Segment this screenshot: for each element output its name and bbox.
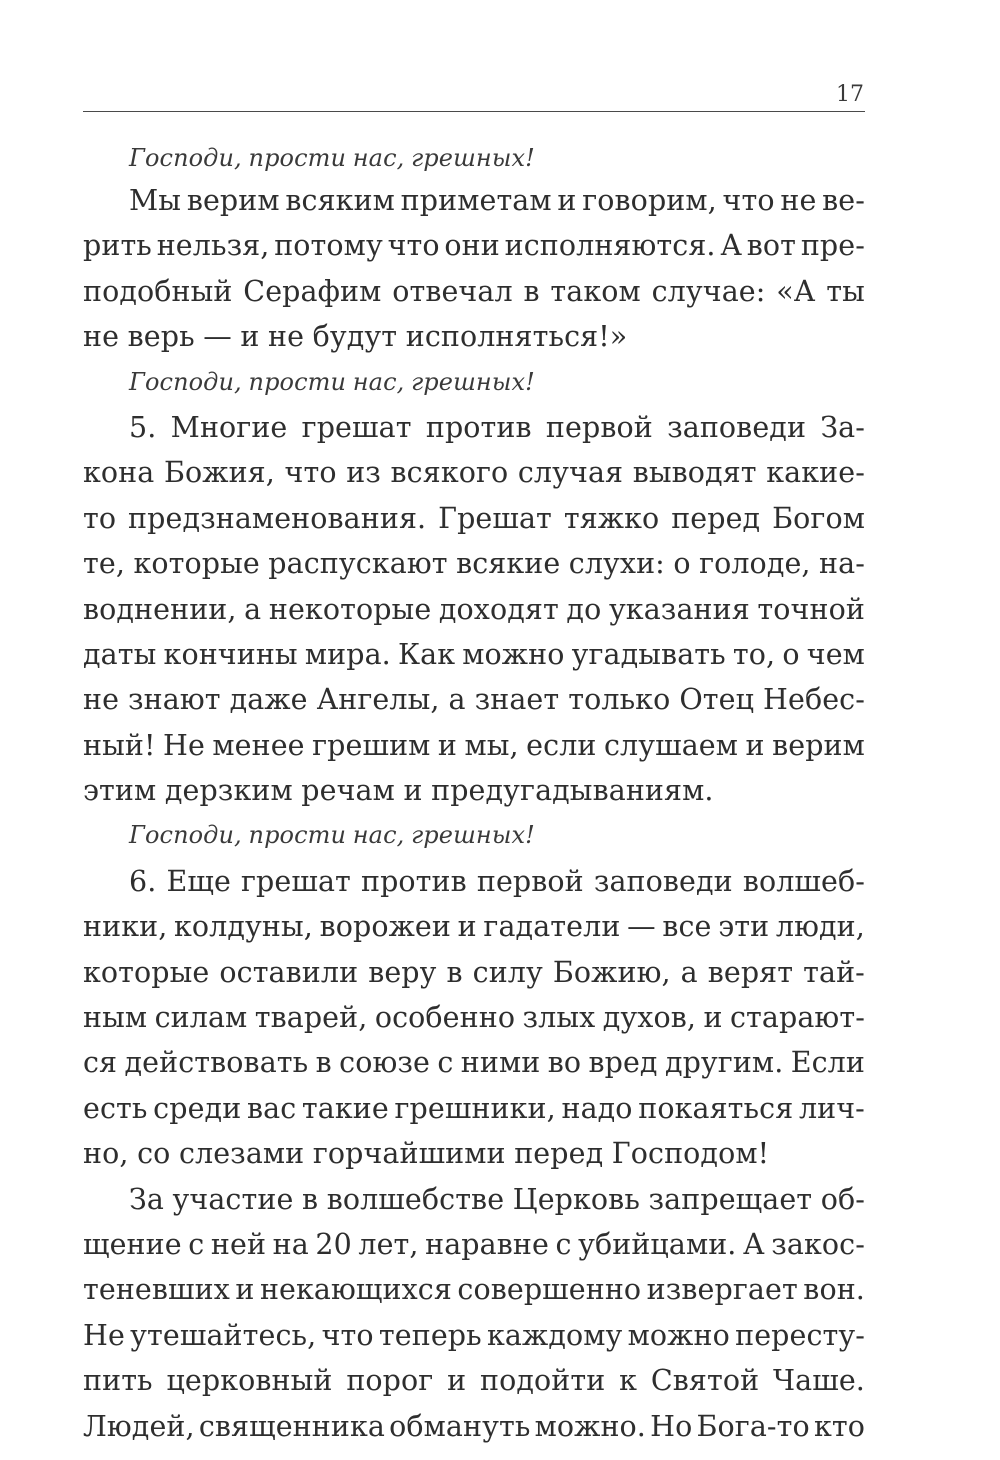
word: ворожеи — [319, 910, 451, 944]
body-text — [83, 138, 865, 1449]
word: ве- — [822, 184, 865, 217]
word: грешных! — [411, 144, 535, 172]
word: говорим, — [582, 184, 717, 217]
word: закос- — [771, 1227, 865, 1261]
word: убийцами. — [578, 1227, 737, 1261]
word: не — [268, 320, 305, 354]
word: и — [557, 184, 577, 217]
word: грешат — [301, 410, 412, 444]
word: такие — [301, 1091, 389, 1125]
text-line — [83, 904, 865, 949]
word: не — [780, 184, 817, 217]
word: Мы — [129, 184, 182, 217]
word: можно — [627, 1318, 730, 1352]
word: из — [346, 456, 381, 490]
word: они — [444, 229, 500, 263]
text-line — [83, 541, 865, 586]
word: потому — [274, 229, 383, 263]
word: мира. — [304, 637, 391, 671]
word: а — [448, 683, 466, 717]
page-number: 17 — [836, 82, 864, 107]
word: и — [745, 728, 765, 762]
word: тварей, — [254, 1001, 368, 1035]
word: случае: — [651, 274, 766, 308]
word: с — [555, 1227, 572, 1261]
word: обмануть — [389, 1409, 531, 1443]
word: всякого — [390, 456, 509, 490]
text-line — [83, 496, 865, 541]
word: чем — [806, 637, 865, 671]
word: щение — [83, 1227, 182, 1261]
text-line — [83, 1177, 865, 1222]
word: угадывать — [571, 637, 726, 671]
word: А — [720, 229, 743, 263]
word: в — [446, 955, 463, 989]
word: Богом — [772, 501, 865, 535]
word: каждому — [487, 1318, 623, 1352]
word: ся — [83, 1046, 118, 1080]
word: какие- — [766, 456, 865, 490]
refrain-line — [83, 813, 865, 858]
word: верь — [127, 320, 195, 354]
word: тай- — [803, 955, 865, 989]
word: люди, — [775, 910, 865, 944]
text-line — [83, 1086, 865, 1131]
word: распускают — [268, 547, 448, 581]
word: первой — [476, 864, 584, 898]
word: знает — [474, 683, 560, 717]
word: силу — [472, 955, 543, 989]
word: то — [83, 501, 117, 535]
word: все — [662, 910, 712, 944]
word: что — [321, 1318, 374, 1352]
word: перед — [671, 501, 761, 535]
word: горчайшими — [312, 1137, 506, 1171]
word: За- — [820, 410, 865, 444]
word: Если — [790, 1046, 865, 1080]
word: веру — [368, 955, 437, 989]
text-line — [83, 768, 865, 813]
text-line — [83, 859, 865, 904]
refrain-line — [83, 360, 865, 405]
word: Господи, — [129, 144, 242, 172]
word: Ангелы, — [316, 683, 440, 717]
word: этим — [83, 774, 157, 808]
word: первой — [545, 410, 653, 444]
word: Чаше. — [773, 1364, 865, 1398]
word: среди — [153, 1091, 242, 1125]
word: Не — [163, 728, 205, 762]
word: церковный — [166, 1364, 333, 1398]
text-line — [83, 314, 865, 359]
word: и — [703, 1001, 723, 1035]
word: во — [547, 1046, 582, 1080]
word: о — [782, 637, 800, 671]
word: совершенно — [457, 1273, 642, 1307]
word: грешники, — [394, 1091, 556, 1125]
word: о — [673, 547, 691, 581]
word: на- — [819, 547, 865, 581]
word: вас — [246, 1091, 297, 1125]
word: знают — [128, 683, 221, 717]
word: точной — [757, 592, 865, 626]
word: особенно — [374, 1001, 516, 1035]
word: другим. — [664, 1046, 784, 1080]
word: ними — [460, 1046, 541, 1080]
text-line — [83, 178, 865, 223]
word: извергает — [646, 1273, 798, 1307]
word: Божия, — [163, 456, 275, 490]
word: запрещает — [648, 1182, 813, 1216]
text-line — [83, 405, 865, 450]
word: что — [387, 229, 440, 263]
word: верят — [707, 955, 794, 989]
word: подобный — [83, 274, 233, 308]
word: и — [437, 728, 458, 762]
word: Святой — [650, 1364, 760, 1398]
word: теперь — [378, 1318, 482, 1352]
word: Грешат — [438, 501, 552, 535]
word: что — [722, 184, 775, 217]
word: эти — [718, 910, 770, 944]
word: даты — [83, 637, 157, 671]
word: верим — [186, 184, 280, 217]
word: случая — [517, 456, 624, 490]
word: предзнаменования. — [128, 501, 427, 535]
word: духов, — [602, 1001, 697, 1035]
word: в — [315, 1046, 332, 1080]
text-line — [83, 1131, 865, 1176]
word: доходят — [438, 592, 559, 626]
word: только — [568, 683, 671, 717]
word: оставили — [219, 955, 359, 989]
word: 6. — [129, 864, 157, 898]
word: священника — [198, 1409, 385, 1443]
word: А — [743, 1227, 765, 1261]
word: нельзя, — [156, 229, 270, 263]
word: грешных! — [411, 367, 535, 396]
word: воднении, — [83, 592, 237, 626]
word: злых — [522, 1001, 596, 1035]
word: прости — [248, 144, 347, 172]
word: можно. — [534, 1409, 646, 1443]
word: Как — [397, 637, 456, 671]
word: отвечал — [392, 274, 513, 308]
word: Господи, — [129, 367, 242, 396]
word: предугадываниям. — [431, 774, 714, 808]
word: вот — [746, 229, 797, 263]
word: указания — [608, 592, 750, 626]
word: гадатели — [483, 910, 621, 944]
word: перед — [514, 1137, 604, 1171]
text-line — [83, 632, 865, 677]
text-line — [83, 1267, 865, 1312]
word: колдуны, — [174, 910, 313, 944]
word: ты — [826, 274, 865, 308]
word: 5. — [129, 410, 157, 444]
word: речам — [301, 774, 395, 808]
word: порог — [346, 1364, 434, 1398]
text-line — [83, 450, 865, 495]
word: Но — [650, 1409, 693, 1443]
word: Господи, — [129, 821, 242, 850]
word: лич- — [798, 1091, 865, 1125]
word: и — [240, 320, 260, 354]
text-line — [83, 677, 865, 722]
word: Господом! — [611, 1137, 770, 1171]
word: утешайтесь, — [130, 1318, 317, 1352]
text-line — [83, 1358, 865, 1403]
text-line — [83, 723, 865, 768]
word: верим — [772, 728, 865, 762]
word: если — [526, 728, 597, 762]
word: ники, — [83, 910, 168, 944]
word: — — [627, 910, 656, 944]
word: некоторые — [268, 592, 432, 626]
word: что — [284, 456, 337, 490]
word: против — [360, 864, 467, 898]
word: к — [619, 1364, 638, 1398]
word: Церковь — [512, 1182, 640, 1216]
word: а — [244, 592, 262, 626]
word: то, — [732, 637, 776, 671]
word: теневших — [83, 1273, 230, 1307]
word: с — [188, 1227, 205, 1261]
word: слушаем — [603, 728, 739, 762]
word: но, — [83, 1137, 129, 1171]
word: Небес- — [763, 683, 865, 717]
word: Людей, — [83, 1409, 195, 1443]
word: пре- — [800, 229, 865, 263]
text-line — [83, 1222, 865, 1267]
word: Еще — [166, 864, 231, 898]
word: против — [425, 410, 532, 444]
text-line — [83, 223, 865, 268]
word: рить — [83, 229, 152, 263]
word: действовать — [124, 1046, 309, 1080]
word: которые — [83, 955, 210, 989]
word: наравне — [425, 1227, 549, 1261]
word: есть — [83, 1091, 148, 1125]
text-line — [83, 950, 865, 995]
word: а — [680, 955, 698, 989]
word: нас, — [352, 367, 405, 396]
word: не — [83, 683, 120, 717]
word: старают- — [729, 1001, 865, 1035]
word: покаяться — [638, 1091, 794, 1125]
word: даже — [229, 683, 308, 717]
word: с — [437, 1046, 454, 1080]
text-line — [83, 1404, 865, 1449]
word: приметам — [400, 184, 552, 217]
word: таком — [550, 274, 641, 308]
word: Многие — [170, 410, 288, 444]
word: на — [272, 1227, 309, 1261]
text-line — [83, 1040, 865, 1085]
word: союзе — [339, 1046, 430, 1080]
word: грешных! — [411, 821, 535, 850]
word: нас, — [352, 821, 405, 850]
word: об- — [820, 1182, 865, 1216]
header-rule — [83, 111, 865, 112]
word: лет, — [358, 1227, 419, 1261]
word: будут — [312, 320, 398, 354]
word: и — [447, 1364, 467, 1398]
word: мы, — [464, 728, 519, 762]
text-line — [83, 995, 865, 1040]
word: и — [403, 774, 423, 808]
word: Отец — [679, 683, 755, 717]
word: «А — [776, 274, 816, 308]
word: которые — [133, 547, 260, 581]
word: Бога-то — [696, 1409, 810, 1443]
word: всякие — [456, 547, 561, 581]
word: и — [457, 910, 477, 944]
word: За — [129, 1182, 164, 1216]
word: менее — [212, 728, 305, 762]
word: силам — [154, 1001, 248, 1035]
word: выводят — [632, 456, 757, 490]
refrain-line — [83, 138, 865, 178]
word: кона — [83, 456, 155, 490]
word: всяким — [285, 184, 395, 217]
word: волшеб- — [742, 864, 865, 898]
word: дерзким — [164, 774, 293, 808]
word: Серафим — [243, 274, 382, 308]
word: Не — [83, 1318, 125, 1352]
word: те, — [83, 547, 125, 581]
word: волшебстве — [326, 1182, 505, 1216]
word: не — [83, 320, 120, 354]
word: Божию, — [552, 955, 671, 989]
word: вон. — [803, 1273, 865, 1307]
word: со — [137, 1137, 171, 1171]
word: — — [203, 320, 232, 354]
word: ней — [210, 1227, 267, 1261]
word: 20 — [315, 1227, 352, 1261]
word: слезами — [178, 1137, 305, 1171]
word: исполняются. — [504, 229, 716, 263]
word: можно — [462, 637, 565, 671]
word: тяжко — [563, 501, 660, 535]
word: кончины — [163, 637, 298, 671]
word: в — [301, 1182, 319, 1216]
word: слухи: — [568, 547, 665, 581]
word: участие — [172, 1182, 294, 1216]
word: надо — [561, 1091, 633, 1125]
word: вред — [588, 1046, 658, 1080]
word: грешат — [241, 864, 351, 898]
word: грешим — [312, 728, 431, 762]
word: в — [523, 274, 540, 308]
word: подойти — [480, 1364, 606, 1398]
word: ный! — [83, 728, 156, 762]
word: исполняться!» — [405, 320, 628, 354]
text-line — [83, 1313, 865, 1358]
word: нас, — [352, 144, 405, 172]
word: некающихся — [259, 1273, 452, 1307]
text-line — [83, 269, 865, 314]
text-line — [83, 587, 865, 632]
word: заповеди — [667, 410, 807, 444]
word: и — [235, 1273, 255, 1307]
word: прости — [248, 367, 347, 396]
word: кто — [813, 1409, 865, 1443]
word: заповеди — [593, 864, 733, 898]
word: до — [566, 592, 602, 626]
word: ным — [83, 1001, 148, 1035]
word: голоде, — [699, 547, 811, 581]
word: пересту- — [735, 1318, 865, 1352]
word: прости — [248, 821, 347, 850]
word: пить — [83, 1364, 153, 1398]
